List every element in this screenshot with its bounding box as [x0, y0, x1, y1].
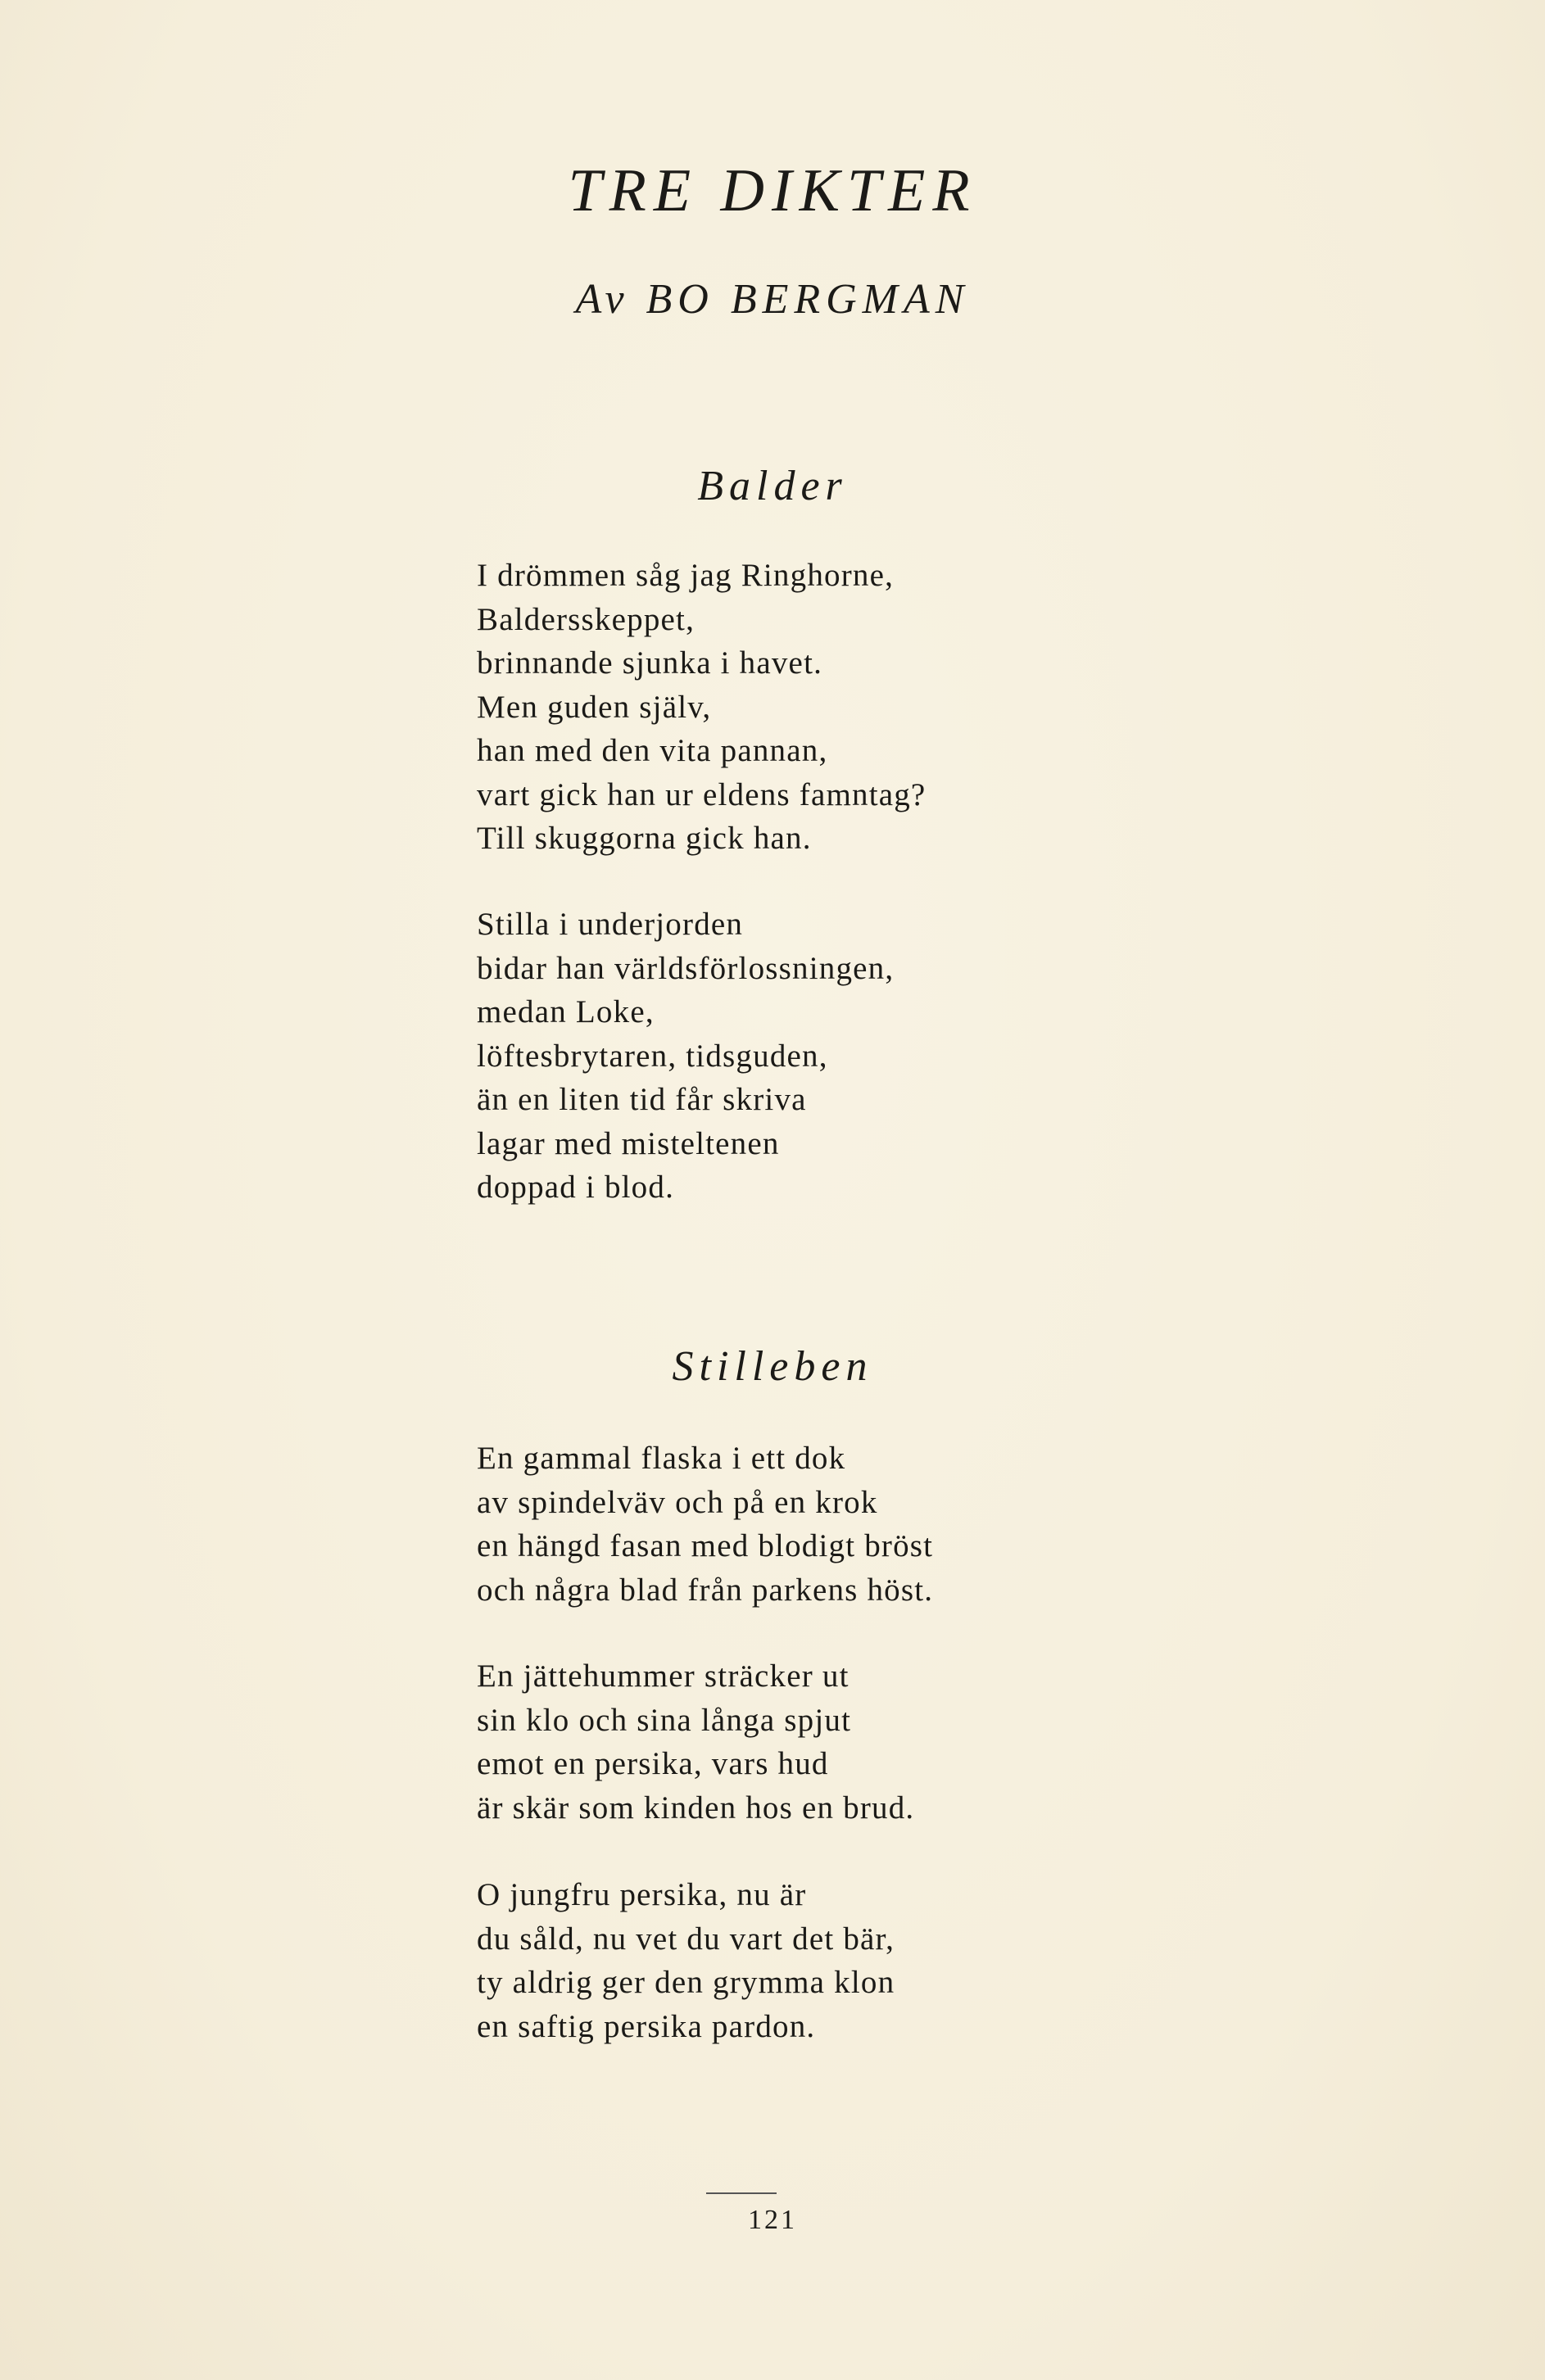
- poem-line: en saftig persika pardon.: [477, 2008, 816, 2044]
- poem-line: medan Loke,: [477, 994, 655, 1029]
- poem-line: ty aldrig ger den grymma klon: [477, 1965, 895, 2000]
- poem-line: du såld, nu vet du vart det bär,: [477, 1921, 895, 1957]
- poem-line: lagar med misteltenen: [477, 1125, 780, 1161]
- poem-line: sin klo och sina långa spjut: [477, 1702, 852, 1738]
- poem-title-balder: Balder: [697, 463, 848, 509]
- page-title: TRE DIKTER: [568, 157, 977, 224]
- poem-line: En jättehummer sträcker ut: [477, 1658, 850, 1694]
- poem-line: emot en persika, vars hud: [477, 1746, 829, 1781]
- poem-line: Till skuggorna gick han.: [477, 821, 812, 856]
- poem-line: vart gick han ur eldens famntag?: [477, 776, 927, 812]
- poem-line: än en liten tid får skriva: [477, 1082, 807, 1117]
- poem-line: av spindelväv och på en krok: [477, 1484, 878, 1520]
- balder-stanza-2: [477, 903, 1214, 1210]
- page-number: 121: [748, 2205, 797, 2235]
- poem-line: O jungfru persika, nu är: [477, 1877, 807, 1912]
- poem-line: Men guden själv,: [477, 689, 712, 725]
- balder-stanza-1: [477, 554, 1214, 861]
- poem-line: Baldersskeppet,: [477, 601, 695, 637]
- poem-line: Stilla i underjorden: [477, 907, 744, 942]
- poem-title-stilleben: Stilleben: [672, 1343, 873, 1390]
- poem-line: han med den vita pannan,: [477, 733, 828, 768]
- stilleben-stanza-2: [477, 1654, 1214, 1830]
- stilleben-stanza-3: [477, 1873, 1214, 2048]
- author-line: Av BO BERGMAN: [575, 276, 970, 323]
- poem-line: brinnande sjunka i havet.: [477, 645, 823, 681]
- poem-line: bidar han världsförlossningen,: [477, 950, 895, 986]
- poem-line: doppad i blod.: [477, 1170, 675, 1205]
- poem-line: är skär som kinden hos en brud.: [477, 1790, 915, 1826]
- poem-line: en hängd fasan med blodigt bröst: [477, 1528, 934, 1563]
- poem-line: och några blad från parkens höst.: [477, 1572, 934, 1608]
- stilleben-stanza-1: [477, 1437, 1214, 1612]
- poem-line: I drömmen såg jag Ringhorne,: [477, 558, 895, 593]
- page-number-rule: [706, 2192, 777, 2194]
- poem-line: En gammal flaska i ett dok: [477, 1441, 846, 1476]
- poem-line: löftesbrytaren, tidsguden,: [477, 1038, 828, 1074]
